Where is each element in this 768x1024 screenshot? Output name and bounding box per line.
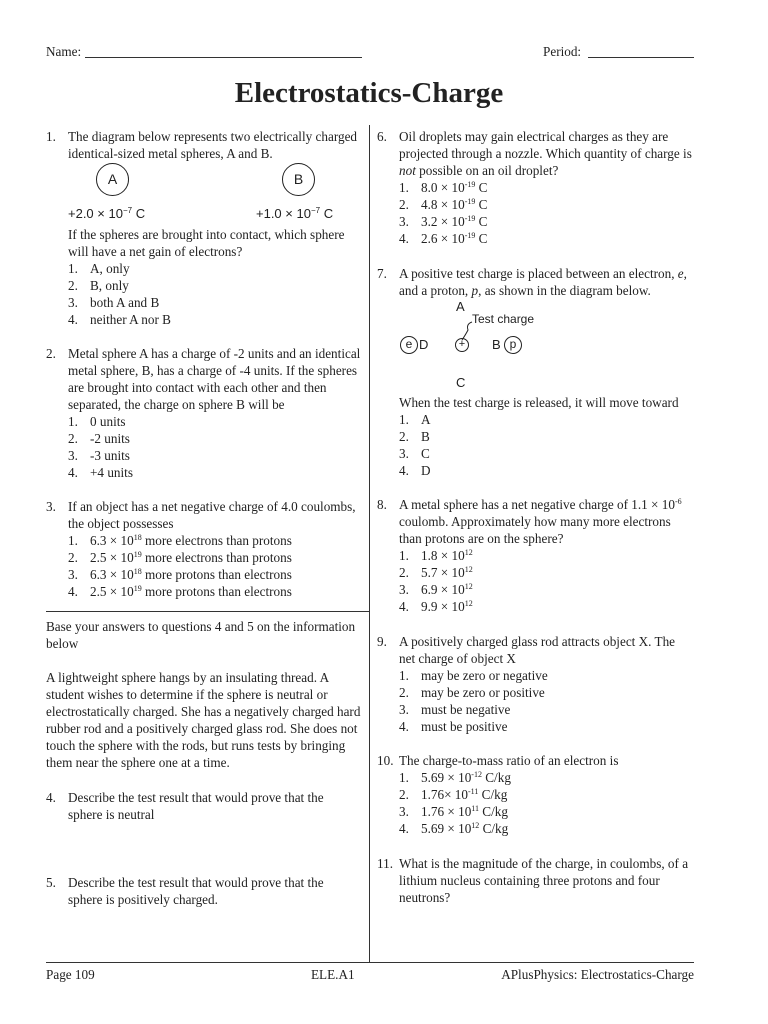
option-text: A bbox=[421, 412, 431, 427]
q6-text-a: Oil droplets may gain electrical charges as they are projected through a nozzle. Which quantity of charge is bbox=[399, 129, 692, 161]
label-a: A bbox=[456, 299, 465, 314]
option-1[interactable] bbox=[399, 547, 693, 564]
option-base: 6.9 × 10 bbox=[421, 582, 465, 597]
electron-label: e bbox=[405, 337, 413, 351]
option-exponent: 18 bbox=[133, 533, 142, 542]
q8-text-2: coulomb. Approximately how many more electrons than protons are on the sphere? bbox=[399, 514, 671, 546]
info-intro: Base your answers to questions 4 and 5 on the information below bbox=[46, 619, 356, 651]
option-text bbox=[421, 598, 473, 615]
question-6 bbox=[377, 128, 693, 247]
option-number: 4. bbox=[399, 231, 409, 246]
option-number: 3. bbox=[68, 295, 78, 310]
question-text: If the spheres are brought into contact, which sphere will have a net gain of electrons? bbox=[68, 227, 345, 259]
option-number: 1. bbox=[68, 533, 78, 548]
q8-text-exp: -6 bbox=[674, 497, 682, 506]
option-base: 1.76× 10 bbox=[421, 787, 468, 802]
option-base: 3.2 × 10 bbox=[421, 214, 465, 229]
option-base: 5.7 × 10 bbox=[421, 565, 465, 580]
footer-code: ELE.A1 bbox=[311, 967, 355, 982]
charge-a-exp: −7 bbox=[122, 206, 133, 215]
charge-a-base: +2.0 × 10 bbox=[68, 206, 123, 221]
question-4 bbox=[46, 789, 346, 823]
option-text: B bbox=[421, 429, 430, 444]
option-number: 4. bbox=[399, 821, 409, 836]
option-number: 4. bbox=[68, 312, 78, 327]
option-text: D bbox=[421, 463, 431, 478]
option-3[interactable] bbox=[68, 447, 361, 464]
option-text: must be positive bbox=[421, 719, 508, 734]
option-2[interactable] bbox=[399, 196, 693, 213]
option-3[interactable] bbox=[399, 213, 693, 230]
footer-source: APlusPhysics: Electrostatics-Charge bbox=[501, 967, 694, 982]
option-4[interactable] bbox=[399, 230, 693, 247]
option-text bbox=[90, 532, 292, 549]
option-number: 2. bbox=[399, 685, 409, 700]
option-3[interactable] bbox=[68, 294, 361, 311]
option-4[interactable] bbox=[68, 311, 361, 328]
option-exponent: -19 bbox=[464, 180, 476, 189]
q7-text-3: , as shown in the diagram below. bbox=[478, 283, 651, 298]
option-exponent: 19 bbox=[133, 584, 142, 593]
option-text bbox=[421, 769, 511, 786]
option-text bbox=[421, 820, 508, 837]
charge-a bbox=[68, 206, 145, 221]
charge-a-unit: C bbox=[132, 206, 146, 221]
q7-text-2: , and a proton, bbox=[399, 266, 687, 298]
sphere-b bbox=[282, 163, 315, 196]
question-1-body bbox=[68, 226, 361, 328]
question-number: 7. bbox=[377, 266, 387, 281]
option-text bbox=[421, 803, 508, 820]
option-exponent: -19 bbox=[464, 214, 476, 223]
option-exponent: 19 bbox=[133, 550, 142, 559]
option-number: 4. bbox=[399, 463, 409, 478]
option-2[interactable] bbox=[68, 277, 361, 294]
option-rest: C bbox=[475, 214, 488, 229]
option-3[interactable] bbox=[399, 445, 693, 462]
option-rest: C bbox=[475, 231, 488, 246]
option-text bbox=[421, 179, 487, 196]
question-text: Metal sphere A has a charge of -2 units and an identical metal sphere, B, has a charge of -4 units. If the spheres are brought into contact with each other and then separated, the charge on sphere B will be bbox=[68, 346, 361, 412]
question-text bbox=[399, 128, 693, 179]
option-exponent: -12 bbox=[471, 770, 482, 779]
option-rest: more electrons than protons bbox=[141, 533, 292, 548]
question-8 bbox=[377, 496, 693, 615]
label-test-charge: Test charge bbox=[472, 312, 535, 326]
question-text: The diagram below represents two electrically charged identical-sized metal spheres, A and B. bbox=[68, 129, 358, 161]
option-rest: C/kg bbox=[479, 821, 509, 836]
question-2 bbox=[46, 345, 361, 481]
option-1[interactable] bbox=[399, 769, 693, 786]
question-10 bbox=[377, 752, 693, 837]
option-exponent: 12 bbox=[471, 821, 480, 830]
option-text bbox=[421, 230, 487, 247]
option-rest: C bbox=[475, 197, 488, 212]
question-text bbox=[399, 496, 693, 547]
option-3[interactable] bbox=[399, 803, 693, 820]
question-number: 9. bbox=[377, 634, 387, 649]
option-1[interactable] bbox=[68, 532, 361, 549]
label-b: B bbox=[492, 337, 501, 352]
option-text: 0 units bbox=[90, 414, 126, 429]
option-base: 1.76 × 10 bbox=[421, 804, 472, 819]
proton-label: p bbox=[509, 337, 517, 351]
option-exponent: -19 bbox=[464, 197, 476, 206]
option-exponent: 11 bbox=[471, 804, 479, 813]
charge-b-base: +1.0 × 10 bbox=[256, 206, 311, 221]
option-number: 1. bbox=[399, 770, 409, 785]
option-base: 4.8 × 10 bbox=[421, 197, 465, 212]
option-number: 4. bbox=[399, 719, 409, 734]
question-number: 3. bbox=[46, 499, 56, 514]
option-number: 3. bbox=[68, 448, 78, 463]
option-text bbox=[90, 583, 292, 600]
question-number: 6. bbox=[377, 129, 387, 144]
question-11 bbox=[377, 855, 693, 906]
sphere-b-label: B bbox=[293, 171, 304, 187]
option-text bbox=[421, 786, 507, 803]
option-number: 1. bbox=[68, 414, 78, 429]
option-rest: more electrons than protons bbox=[141, 550, 292, 565]
option-text bbox=[421, 213, 487, 230]
question-text: The charge-to-mass ratio of an electron is bbox=[399, 753, 619, 768]
test-charge-circle bbox=[455, 338, 469, 352]
question-number: 4. bbox=[46, 790, 56, 805]
period-label: Period: bbox=[543, 44, 582, 59]
option-4[interactable] bbox=[68, 583, 361, 600]
label-c: C bbox=[456, 375, 466, 390]
option-number: 1. bbox=[399, 180, 409, 195]
option-1[interactable] bbox=[68, 260, 361, 277]
option-base: 2.6 × 10 bbox=[421, 231, 465, 246]
period-field[interactable] bbox=[588, 57, 694, 58]
question-7 bbox=[377, 265, 693, 299]
option-2[interactable] bbox=[399, 564, 693, 581]
question-text: If an object has a net negative charge of 4.0 coulombs, the object possesses bbox=[68, 499, 356, 531]
proton-circle bbox=[504, 336, 522, 354]
q6-text-b: possible on an oil droplet? bbox=[415, 163, 559, 178]
option-4[interactable] bbox=[68, 464, 361, 481]
option-text: may be zero or positive bbox=[421, 685, 545, 700]
option-text: may be zero or negative bbox=[421, 668, 548, 683]
footer-page: Page 109 bbox=[46, 967, 95, 982]
option-number: 2. bbox=[68, 550, 78, 565]
option-1[interactable] bbox=[399, 179, 693, 196]
option-exponent: -11 bbox=[468, 787, 479, 796]
option-text: -2 units bbox=[90, 431, 130, 446]
option-exponent: 12 bbox=[464, 599, 473, 608]
charge-b-unit: C bbox=[320, 206, 334, 221]
option-text bbox=[421, 196, 487, 213]
option-exponent: 18 bbox=[133, 567, 142, 576]
option-rest: C bbox=[475, 180, 488, 195]
option-2[interactable] bbox=[399, 786, 693, 803]
question-5 bbox=[46, 874, 346, 908]
info-passage: A lightweight sphere hangs by an insulating thread. A student wishes to determine if the sphere is neutral or electrostatically charged. She has a negatively charged hard rubber rod and a positively charged glass rod. She does not touch the sphere with the rods, but runs tests by bringing them near the sphere one at a time. bbox=[46, 670, 361, 770]
option-exponent: 12 bbox=[464, 565, 473, 574]
option-number: 3. bbox=[68, 567, 78, 582]
option-number: 1. bbox=[399, 412, 409, 427]
question-text: When the test charge is released, it will move toward bbox=[399, 395, 679, 410]
q6-text-italic: not bbox=[399, 163, 416, 178]
electron-circle bbox=[400, 336, 418, 354]
column-divider bbox=[369, 125, 370, 962]
option-1[interactable] bbox=[399, 411, 693, 428]
option-2[interactable] bbox=[68, 430, 361, 447]
option-rest: C/kg bbox=[478, 787, 508, 802]
option-number: 3. bbox=[399, 582, 409, 597]
question-number: 5. bbox=[46, 875, 56, 890]
option-1[interactable] bbox=[399, 667, 693, 684]
option-number: 4. bbox=[68, 465, 78, 480]
question-text: Describe the test result that would prove that the sphere is neutral bbox=[68, 790, 324, 822]
section-separator bbox=[46, 611, 369, 612]
option-text: +4 units bbox=[90, 465, 133, 480]
question-number: 2. bbox=[46, 346, 56, 361]
option-number: 4. bbox=[68, 584, 78, 599]
sphere-a-label: A bbox=[107, 171, 118, 187]
option-rest: more protons than electrons bbox=[141, 584, 292, 599]
option-text: both A and B bbox=[90, 295, 160, 310]
option-3[interactable] bbox=[399, 701, 693, 718]
option-number: 1. bbox=[399, 668, 409, 683]
question-7-body bbox=[399, 394, 693, 479]
option-3[interactable] bbox=[68, 566, 361, 583]
question-text: A positively charged glass rod attracts object X. The net charge of object X bbox=[399, 634, 676, 666]
question-number: 11. bbox=[377, 856, 393, 871]
option-text bbox=[90, 566, 292, 583]
q7-text-1: A positive test charge is placed between an electron, bbox=[399, 266, 678, 281]
page-title: Electrostatics-Charge bbox=[234, 77, 504, 109]
question-number: 8. bbox=[377, 497, 387, 512]
option-4[interactable] bbox=[399, 598, 693, 615]
option-rest: C/kg bbox=[479, 804, 508, 819]
option-text: must be negative bbox=[421, 702, 511, 717]
question-9 bbox=[377, 633, 693, 735]
question-number: 1. bbox=[46, 129, 56, 144]
option-number: 3. bbox=[399, 446, 409, 461]
option-number: 2. bbox=[399, 197, 409, 212]
option-4[interactable] bbox=[399, 718, 693, 735]
q8-text-1: A metal sphere has a net negative charge of 1.1 × 10 bbox=[399, 497, 675, 512]
option-base: 9.9 × 10 bbox=[421, 599, 465, 614]
option-base: 6.3 × 10 bbox=[90, 533, 134, 548]
footer-rule bbox=[46, 962, 694, 963]
option-2[interactable] bbox=[68, 549, 361, 566]
option-base: 2.5 × 10 bbox=[90, 584, 134, 599]
option-text: C bbox=[421, 446, 430, 461]
label-d: D bbox=[419, 337, 429, 352]
charge-b-exp: −7 bbox=[310, 206, 321, 215]
option-number: 2. bbox=[68, 431, 78, 446]
option-text: B, only bbox=[90, 278, 129, 293]
option-2[interactable] bbox=[399, 428, 693, 445]
q7-text-e: e bbox=[677, 266, 684, 281]
option-text bbox=[421, 564, 473, 581]
option-rest: C/kg bbox=[481, 770, 511, 785]
option-1[interactable] bbox=[68, 413, 361, 430]
charge-b bbox=[256, 206, 333, 221]
option-number: 3. bbox=[399, 214, 409, 229]
option-number: 2. bbox=[68, 278, 78, 293]
option-2[interactable] bbox=[399, 684, 693, 701]
option-exponent: 12 bbox=[464, 548, 473, 557]
option-exponent: 12 bbox=[464, 582, 473, 591]
option-number: 2. bbox=[399, 429, 409, 444]
option-number: 2. bbox=[399, 565, 409, 580]
name-field[interactable] bbox=[85, 57, 362, 58]
option-base: 8.0 × 10 bbox=[421, 180, 465, 195]
question-3 bbox=[46, 498, 361, 600]
plus-label: + bbox=[458, 338, 466, 350]
option-number: 1. bbox=[399, 548, 409, 563]
option-base: 6.3 × 10 bbox=[90, 567, 134, 582]
option-base: 5.69 × 10 bbox=[421, 770, 472, 785]
option-exponent: -19 bbox=[464, 231, 476, 240]
option-rest: more protons than electrons bbox=[141, 567, 292, 582]
option-base: 1.8 × 10 bbox=[421, 548, 465, 563]
option-number: 3. bbox=[399, 702, 409, 717]
option-base: 2.5 × 10 bbox=[90, 550, 134, 565]
q7-text-p: p bbox=[471, 283, 479, 298]
option-text: A, only bbox=[90, 261, 130, 276]
option-text: -3 units bbox=[90, 448, 130, 463]
option-number: 4. bbox=[399, 599, 409, 614]
question-number: 10. bbox=[377, 753, 394, 768]
option-number: 1. bbox=[68, 261, 78, 276]
question-1 bbox=[46, 128, 361, 162]
name-label: Name: bbox=[46, 44, 82, 59]
option-text bbox=[421, 547, 473, 564]
option-number: 2. bbox=[399, 787, 409, 802]
option-3[interactable] bbox=[399, 581, 693, 598]
question-text: Describe the test result that would prove that the sphere is positively charged. bbox=[68, 875, 324, 907]
option-text bbox=[90, 549, 292, 566]
option-4[interactable] bbox=[399, 820, 693, 837]
option-number: 3. bbox=[399, 804, 409, 819]
question-text bbox=[399, 265, 693, 299]
option-base: 5.69 × 10 bbox=[421, 821, 472, 836]
option-text bbox=[421, 581, 473, 598]
question-text: What is the magnitude of the charge, in coulombs, of a lithium nucleus containing three protons and four neutrons? bbox=[399, 856, 689, 905]
option-text: neither A nor B bbox=[90, 312, 171, 327]
option-4[interactable] bbox=[399, 462, 693, 479]
sphere-a bbox=[96, 163, 129, 196]
